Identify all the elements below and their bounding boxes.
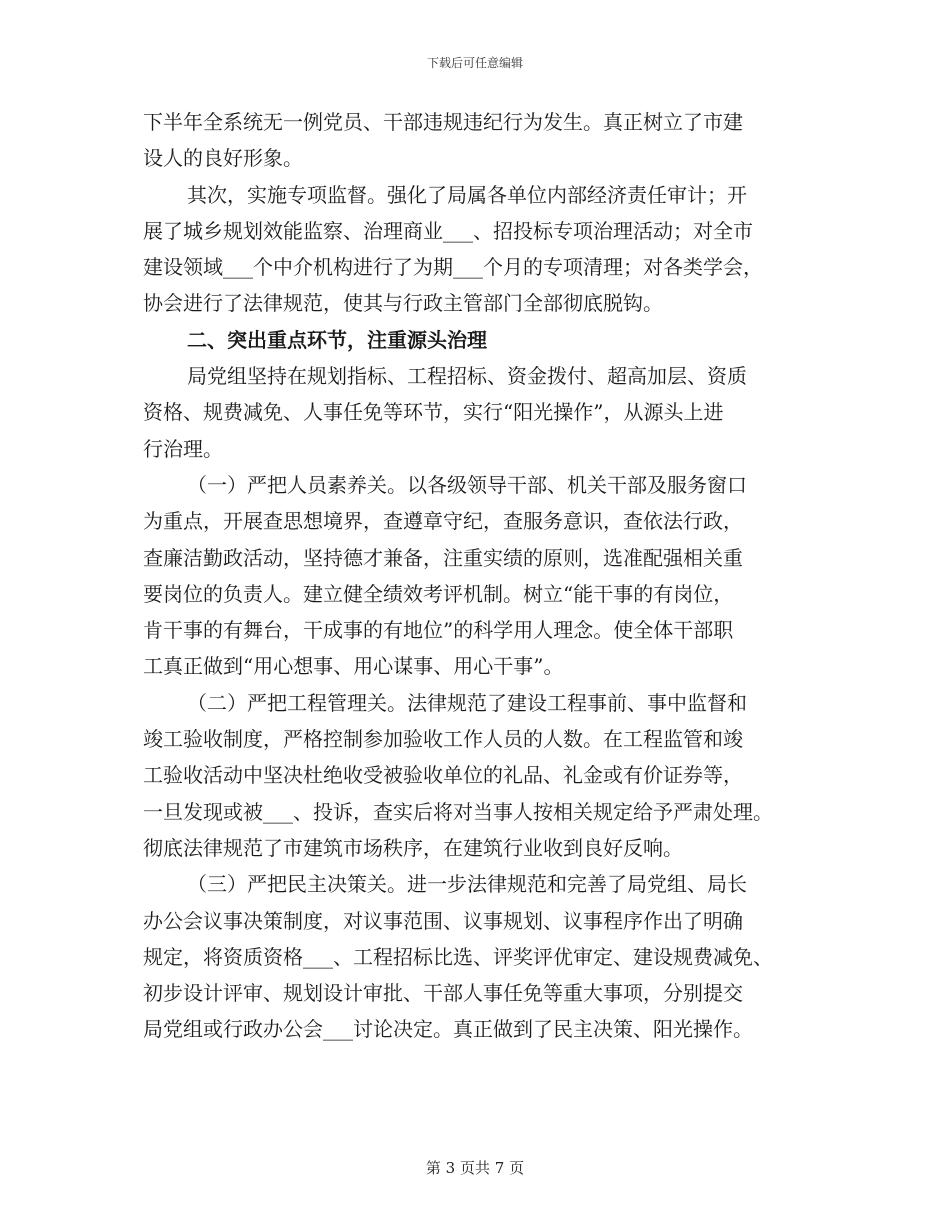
text-line: 设人的良好形象。 [143, 146, 303, 171]
document-body [143, 104, 823, 1048]
page-number: 第 3 页共 7 页 [425, 1159, 525, 1177]
section-heading: 二、突出重点环节，注重源头治理 [187, 327, 487, 352]
text-line: 办公会议事决策制度，对议事范围、议事规划、议事程序作出了明确 [143, 908, 743, 933]
text-line: 彻底法律规范了市建筑市场秩序，在建筑行业收到良好反响。 [143, 835, 683, 860]
page-header: 下载后可任意编辑 [426, 56, 523, 70]
text-line: 竣工验收制度，严格控制参加验收工作人员的人数。在工程监管和竣 [143, 727, 743, 752]
text-line: 为重点，开展查思想境界，查遵章守纪，查服务意识，查依法行政， [143, 509, 743, 534]
text-line: 下半年全系统无一例党员、干部违规违纪行为发生。真正树立了市建 [143, 110, 743, 134]
text-line: （二）严把工程管理关。法律规范了建设工程事前、事中监督和 [187, 690, 747, 715]
text-line: （一）严把人员素养关。以各级领导干部、机关干部及服务窗口 [187, 472, 747, 497]
text-line: 工真正做到“用心想事、用心谋事、用心干事”。 [143, 654, 564, 679]
text-line: 工验收活动中坚决杜绝收受被验收单位的礼品、礼金或有价证券等， [143, 763, 743, 788]
text-line: 资格、规费减免、人事任免等环节，实行“阳光操作”，从源头上进 [143, 400, 724, 425]
text-line: 协会进行了法律规范，使其与行政主管部门全部彻底脱钩。 [143, 291, 663, 316]
text-line: （三）严把民主决策关。进一步法律规范和完善了局党组、局长 [187, 872, 747, 897]
text-line: 查廉洁勤政活动，坚持德才兼备，注重实绩的原则，选准配强相关重 [143, 545, 743, 570]
text-line: 初步设计评审、规划设计审批、干部人事任免等重大事项，分别提交 [143, 981, 743, 1006]
text-line: 要岗位的负责人。建立健全绩效考评机制。树立“能干事的有岗位， [143, 581, 734, 606]
text-line: 一旦发现或被___、投诉，查实后将对当事人按相关规定给予严肃处理。 [143, 799, 773, 824]
text-line: 行治理。 [143, 436, 223, 461]
text-line: 局党组或行政办公会___讨论决定。真正做到了民主决策、阳光操作。 [143, 1017, 753, 1042]
text-line: 展了城乡规划效能监察、治理商业___、招投标专项治理活动；对全市 [143, 218, 753, 243]
text-line: 其次，实施专项监督。强化了局属各单位内部经济责任审计；开 [187, 182, 747, 207]
text-line: 建设领域___个中介机构进行了为期___个月的专项清理；对各类学会， [143, 255, 763, 280]
text-line: 肯干事的有舞台，干成事的有地位”的科学用人理念。使全体干部职 [143, 618, 734, 643]
text-line: 局党组坚持在规划指标、工程招标、资金拨付、超高加层、资质 [187, 364, 747, 389]
text-line: 规定，将资质资格___、工程招标比选、评奖评优审定、建设规费减免、 [143, 944, 773, 969]
